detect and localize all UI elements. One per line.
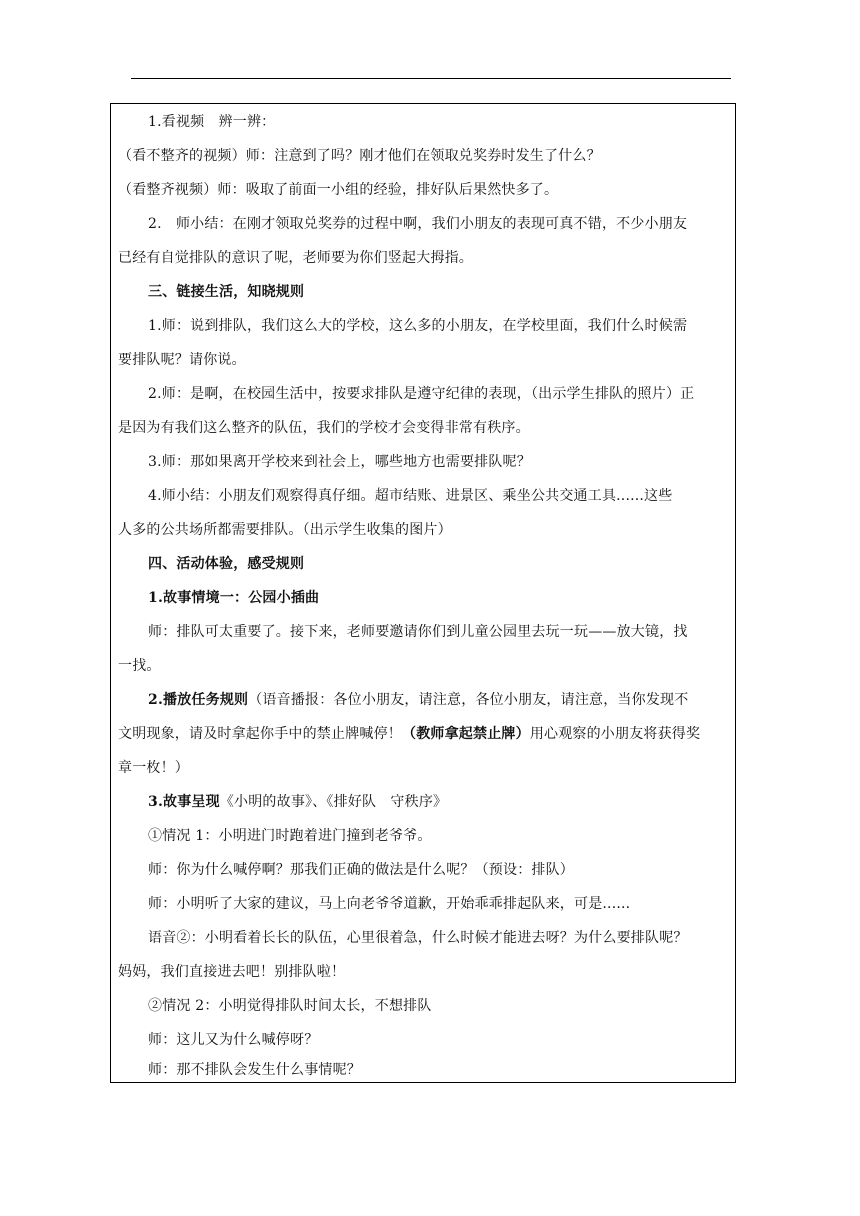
text-run: 文明现象，请及时拿起你手中的禁止牌喊停！ (118, 726, 402, 742)
text-line: 已经有自觉排队的意识了呢，老师要为你们竖起大拇指。 (118, 250, 473, 266)
text-line: 3.师：那如果离开学校来到社会上，哪些地方也需要排队呢？ (148, 454, 531, 470)
header-rule (131, 78, 731, 79)
bold-label: 3.故事呈现 (148, 794, 220, 810)
text-line: 要排队呢？请你说。 (118, 352, 246, 368)
text-run: 用心观察的小朋友将获得奖 (529, 726, 701, 742)
section-heading: 四、活动体验，感受规则 (148, 556, 305, 572)
text-line: 1.师：说到排队，我们这么大的学校，这么多的小朋友，在学校里面，我们什么时候需 (148, 318, 688, 334)
text-line: 2. 师小结：在刚才领取兑奖券的过程中啊，我们小朋友的表现可真不错，不少小朋友 (148, 216, 688, 232)
bold-run: （教师拿起禁止牌） (402, 726, 530, 742)
section-heading: 三、链接生活，知晓规则 (148, 284, 305, 300)
subsection-heading: 1.故事情境一：公园小插曲 (148, 590, 320, 606)
text-line: 妈妈，我们直接进去吧！别排队啦！ (118, 964, 346, 980)
text-run: （语音播报：各位小朋友，请注意，各位小朋友，请注意，当你发现不 (248, 692, 689, 708)
text-line: 师：这儿又为什么喊停呀？ (148, 1032, 319, 1048)
text-line: 4.师小结：小朋友们观察得真仔细。超市结账、进景区、乘坐公共交通工具......这些 (148, 488, 673, 504)
text-line: 师：排队可太重要了。接下来，老师要邀请你们到儿童公园里去玩一玩——放大镜，找 (148, 624, 688, 640)
text-line: 是因为有我们这么整齐的队伍，我们的学校才会变得非常有秩序。 (118, 420, 530, 436)
text-line: 一找。 (118, 658, 161, 674)
text-line (148, 793, 447, 811)
text-line: 师：那不排队会发生什么事情呢？ (148, 1062, 361, 1078)
text-line: 章一枚！） (118, 760, 189, 776)
text-line: 语音②：小明看着长长的队伍，心里很着急，什么时候才能进去呀？为什么要排队呢？ (148, 930, 688, 946)
text-line: 2.师：是啊，在校园生活中，按要求排队是遵守纪律的表现，（出示学生排队的照片）正 (148, 386, 695, 402)
text-line: （看不整齐的视频）师：注意到了吗？刚才他们在领取兑奖券时发生了什么？ (118, 148, 601, 164)
bold-label: 2.播放任务规则 (148, 692, 249, 708)
text-line (148, 691, 688, 709)
text-line: ①情况 1：小明进门时跑着进门撞到老爷爷。 (148, 828, 432, 844)
text-line: 1.看视频 辨一辨： (148, 114, 276, 130)
text-line: ②情况 2：小明觉得排队时间太长，不想排队 (148, 998, 432, 1014)
text-line: 师：小明听了大家的建议，马上向老爷爷道歉，开始乖乖排起队来，可是...... (148, 896, 631, 912)
text-line: 人多的公共场所都需要排队。（出示学生收集的图片） (118, 522, 452, 538)
text-line (118, 725, 700, 743)
text-run: 《小明的故事》、《排好队 守秩序》 (219, 794, 448, 810)
text-line: 师：你为什么喊停啊？那我们正确的做法是什么呢？（预设：排队） (148, 862, 574, 878)
text-line: （看整齐视频）师：吸取了前面一小组的经验，排好队后果然快多了。 (118, 182, 559, 198)
